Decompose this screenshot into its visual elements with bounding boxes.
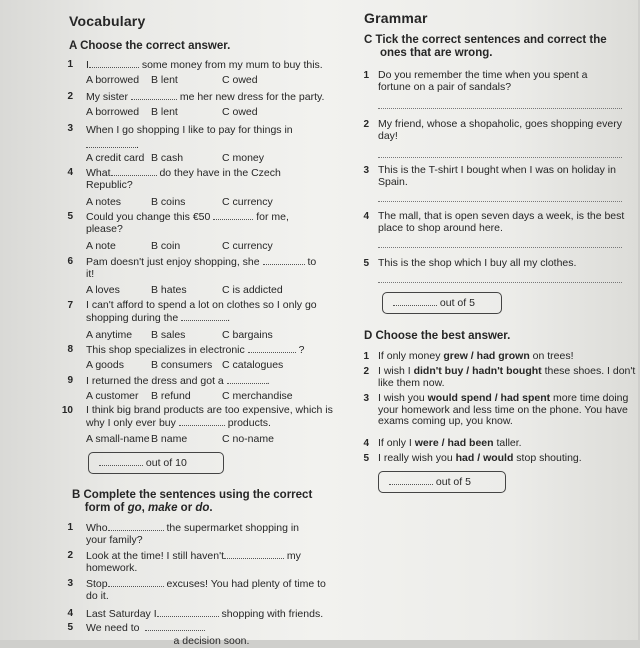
option-c[interactable]: C catalogues xyxy=(222,359,284,371)
option-b[interactable]: B lent xyxy=(151,74,178,86)
sentence-text: If only money grew / had grown on trees! xyxy=(378,350,574,362)
question-number: 4 xyxy=(363,438,369,449)
answer-blank[interactable] xyxy=(157,608,219,617)
grammar-title: Grammar xyxy=(364,10,428,26)
question-number: 1 xyxy=(363,70,369,81)
correction-line[interactable] xyxy=(378,108,622,109)
choice-a[interactable]: were xyxy=(414,437,439,449)
question-number: 5 xyxy=(67,211,73,222)
score-blank[interactable] xyxy=(393,297,437,306)
question-number: 3 xyxy=(67,123,73,134)
section-d-heading: D Choose the best answer. xyxy=(364,330,511,342)
question-number: 4 xyxy=(363,211,369,222)
score-box-a[interactable] xyxy=(88,452,224,474)
question-text: I can't afford to spend a lot on clothes so I only go shopping during the . xyxy=(86,299,317,324)
choice-b[interactable]: had grown xyxy=(476,350,530,362)
option-b[interactable]: B coin xyxy=(151,240,181,252)
question-number: 1 xyxy=(363,351,369,362)
option-a[interactable]: A notes xyxy=(86,196,122,208)
correction-line[interactable] xyxy=(378,282,622,283)
question-text: I some money from my mum to buy this. xyxy=(86,59,323,71)
option-a[interactable]: A anytime xyxy=(86,329,133,341)
answer-blank[interactable] xyxy=(145,622,205,631)
question-number: 2 xyxy=(363,119,369,130)
question-text: This shop specializes in electronic ? xyxy=(86,344,305,356)
score-label: out of 5 xyxy=(439,297,475,309)
correction-line[interactable] xyxy=(378,247,622,248)
choice-a[interactable]: grew xyxy=(443,350,468,362)
sentence-text: This is the T-shirt I bought when I was on holiday in Spain. xyxy=(378,164,616,188)
score-box-c[interactable] xyxy=(382,292,502,314)
question-number: 2 xyxy=(67,550,73,561)
option-a[interactable]: A note xyxy=(86,240,116,252)
choice-b[interactable]: would xyxy=(483,452,514,464)
correction-line[interactable] xyxy=(378,201,622,202)
option-b[interactable]: B refund xyxy=(151,390,191,402)
answer-blank[interactable] xyxy=(108,578,164,587)
answer-blank[interactable] xyxy=(213,211,253,220)
option-b[interactable]: B hates xyxy=(151,284,187,296)
score-blank[interactable] xyxy=(99,457,143,466)
option-c[interactable]: C owed xyxy=(222,74,258,86)
vocabulary-title: Vocabulary xyxy=(69,13,146,29)
section-b-heading: B Complete the sentences using the correct form of go, make or do. xyxy=(72,489,313,514)
question-number: 7 xyxy=(67,300,73,311)
sentence-text: We need to a decision soon. xyxy=(86,622,250,647)
question-number: 5 xyxy=(363,258,369,269)
question-text: I returned the dress and got a . xyxy=(86,375,270,387)
answer-blank[interactable] xyxy=(111,167,157,176)
answer-blank[interactable] xyxy=(131,91,177,100)
question-number: 2 xyxy=(363,366,369,377)
question-number: 4 xyxy=(67,608,73,619)
option-c[interactable]: C bargains xyxy=(222,329,273,341)
option-b[interactable]: B sales xyxy=(151,329,186,341)
correction-line[interactable] xyxy=(378,157,622,158)
answer-blank[interactable] xyxy=(248,344,296,353)
answer-blank[interactable] xyxy=(227,375,267,384)
option-a[interactable]: A loves xyxy=(86,284,120,296)
sentence-text: The mall, that is open seven days a week, is the best place to shop around here. xyxy=(378,210,625,234)
option-a[interactable]: A goods xyxy=(86,359,124,371)
score-box-d[interactable] xyxy=(378,471,506,493)
question-number: 4 xyxy=(67,167,73,178)
question-text: I think big brand products are too expensive, which is why I only ever buy products. xyxy=(86,404,333,429)
score-blank[interactable] xyxy=(389,476,433,485)
choice-a[interactable]: would spend xyxy=(427,392,492,404)
question-number: 6 xyxy=(67,256,73,267)
question-number: 9 xyxy=(67,375,73,386)
question-number: 5 xyxy=(67,622,73,633)
sentence-text: Who the supermarket shopping in your family? xyxy=(86,522,300,546)
answer-blank[interactable] xyxy=(181,312,227,321)
choice-b[interactable]: had spent xyxy=(500,392,551,404)
choice-b[interactable]: had been xyxy=(447,437,494,449)
question-number: 1 xyxy=(67,59,73,70)
sentence-text: Stop excuses! You had plenty of time to do it. xyxy=(86,578,326,602)
answer-blank[interactable] xyxy=(263,256,305,265)
answer-blank[interactable] xyxy=(224,550,284,559)
question-number: 3 xyxy=(363,393,369,404)
question-text: When I go shopping I like to pay for things in . xyxy=(86,124,293,151)
option-c[interactable]: C money xyxy=(222,152,265,164)
option-c[interactable]: C is addicted xyxy=(222,284,283,296)
option-c[interactable]: C merchandise xyxy=(222,390,293,402)
question-number: 8 xyxy=(67,344,73,355)
answer-blank[interactable] xyxy=(179,417,225,426)
score-label: out of 5 xyxy=(435,476,471,488)
score-label: out of 10 xyxy=(145,457,187,469)
option-a[interactable]: A credit card xyxy=(86,152,145,164)
sentence-text: My friend, whose a shopaholic, goes shopping every day! xyxy=(378,118,622,142)
sentence-text: Do you remember the time when you spent a fortune on a pair of sandals? xyxy=(378,69,588,93)
choice-a[interactable]: didn't buy xyxy=(413,365,464,377)
option-c[interactable]: C currency xyxy=(222,240,273,252)
option-a[interactable]: A small-name xyxy=(86,433,150,445)
sentence-text: Look at the time! I still haven't my homework. xyxy=(86,550,301,574)
option-b[interactable]: B consumers xyxy=(151,359,213,371)
option-a[interactable]: A customer xyxy=(86,390,139,402)
option-b[interactable]: B name xyxy=(151,433,188,445)
section-a-heading: A Choose the correct answer. xyxy=(69,40,231,52)
option-c[interactable]: C owed xyxy=(222,106,258,118)
question-number: 5 xyxy=(363,453,369,464)
question-text: Pam doesn't just enjoy shopping, she to it! xyxy=(86,256,317,280)
question-text: Could you change this €50 for me, please? xyxy=(86,211,289,235)
question-number: 3 xyxy=(363,165,369,176)
question-number: 1 xyxy=(67,522,73,533)
sentence-text: If only I were / had been taller. xyxy=(378,437,522,449)
option-a[interactable]: A borrowed xyxy=(86,106,140,118)
option-b[interactable]: B cash xyxy=(151,152,184,164)
question-number: 10 xyxy=(61,405,73,416)
sentence-text: I really wish you had / would stop shouting. xyxy=(378,452,582,464)
question-text: My sister me her new dress for the party. xyxy=(86,91,325,103)
sentence-text: Last Saturday I shopping with friends. xyxy=(86,608,324,620)
sentence-text: I wish you would spend / had spent more time doing your homework and less time on the phone. You have exams coming up, you know. xyxy=(378,392,629,427)
question-number: 2 xyxy=(67,91,73,102)
answer-blank[interactable] xyxy=(108,522,164,531)
question-number: 3 xyxy=(67,578,73,589)
section-c-heading: C Tick the correct sentences and correct the ones that are wrong. xyxy=(364,34,607,59)
answer-blank[interactable] xyxy=(89,59,139,68)
option-c[interactable]: C no-name xyxy=(222,433,274,445)
choice-b[interactable]: hadn't bought xyxy=(472,365,542,377)
sentence-text: This is the shop which I buy all my clothes. xyxy=(378,257,577,269)
sentence-text: I wish I didn't buy / hadn't bought these shoes. I don't like them now. xyxy=(378,365,636,389)
option-b[interactable]: B coins xyxy=(151,196,186,208)
option-b[interactable]: B lent xyxy=(151,106,178,118)
option-a[interactable]: A borrowed xyxy=(86,74,140,86)
option-c[interactable]: C currency xyxy=(222,196,273,208)
choice-a[interactable]: had xyxy=(455,452,475,464)
question-text: What do they have in the Czech Republic? xyxy=(86,167,281,191)
answer-blank[interactable] xyxy=(86,139,136,148)
